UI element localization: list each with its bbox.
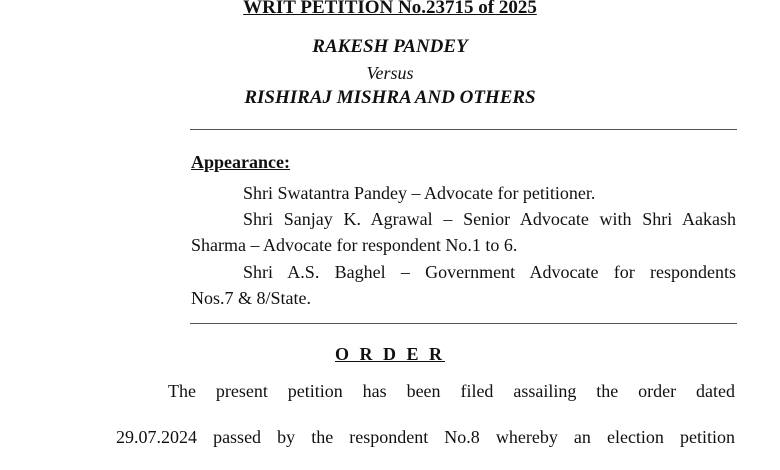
- petitioner-name: RAKESH PANDEY: [312, 36, 468, 57]
- appearance-line-2: Shri Sanjay K. Agrawal – Senior Advocate with Shri Aakash: [243, 209, 736, 229]
- order-line-1: The present petition has been filed assailing the order dated: [168, 381, 735, 401]
- case-title: WRIT PETITION No.23715 of 2025: [243, 0, 537, 18]
- top-divider: [190, 129, 737, 130]
- order-line-2: 29.07.2024 passed by the respondent No.8 whereby an election petition: [116, 427, 735, 447]
- versus-label: Versus: [366, 63, 414, 83]
- bottom-divider: [190, 323, 737, 324]
- appearance-heading: Appearance:: [191, 152, 290, 172]
- appearance-line-5: Nos.7 & 8/State.: [191, 288, 311, 308]
- appearance-line-1: Shri Swatantra Pandey – Advocate for petitioner.: [243, 183, 596, 203]
- respondent-name: RISHIRAJ MISHRA AND OTHERS: [244, 87, 536, 108]
- appearance-line-4: Shri A.S. Baghel – Government Advocate for respondents: [243, 262, 736, 282]
- order-heading: O R D E R: [334, 344, 445, 364]
- appearance-line-3: Sharma – Advocate for respondent No.1 to 6.: [191, 235, 518, 255]
